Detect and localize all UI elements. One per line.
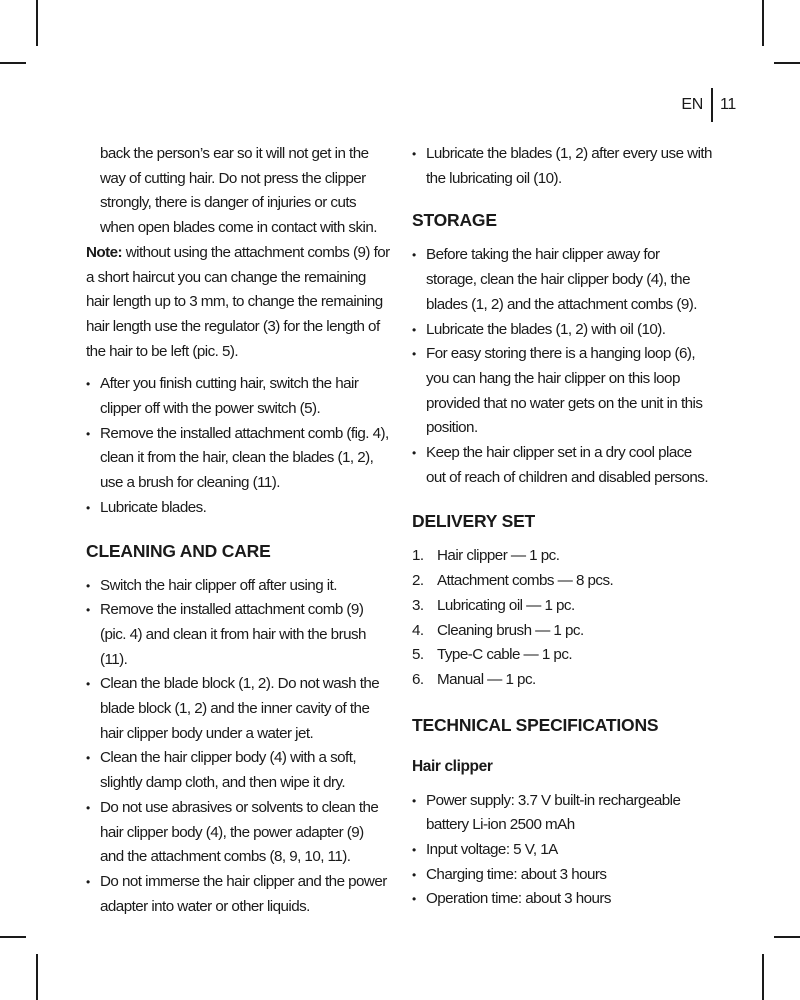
hair-clipper-subheading: Hair clipper: [412, 757, 493, 775]
list-item: 1. Hair clipper — 1 pc.: [412, 547, 560, 565]
list-item: 4. Cleaning brush — 1 pc.: [412, 621, 584, 639]
crop-mark-top-left-vertical: [36, 0, 38, 46]
list-item: • Operation time: about 3 hours: [412, 887, 712, 912]
delivery-heading: DELIVERY SET: [412, 511, 536, 532]
lubrication-list: [412, 142, 712, 191]
list-item: • Lubricate blades.: [86, 496, 391, 521]
continued-paragraph: back the person’s ear so it will not get in the way of cutting hair. Do not press the clipper strongly, there is danger of injuries or cuts when open blades come in contact with skin.: [100, 145, 377, 237]
list-item: • Input voltage: 5 V, 1A: [412, 838, 712, 863]
list-item: 6. Manual — 1 pc.: [412, 670, 536, 688]
page-header: [681, 88, 736, 122]
list-item: • Remove the installed attachment comb (9) (pic. 4) and clean it from hair with the brush (11).: [86, 598, 391, 672]
crop-mark-bottom-right-vertical: [762, 954, 764, 1000]
list-item: 3. Lubricating oil — 1 pc.: [412, 596, 575, 614]
left-column: [86, 142, 391, 919]
list-item: • Do not use abrasives or solvents to clean the hair clipper body (4), the power adapter (9) and the attachment combs (8, 9, 10, 11).: [86, 796, 391, 870]
list-item: 2. Attachment combs — 8 pcs.: [412, 572, 614, 590]
crop-mark-bottom-left-vertical: [36, 954, 38, 1000]
crop-mark-top-right-horizontal: [774, 62, 800, 64]
cleaning-heading: CLEANING AND CARE: [86, 540, 271, 561]
list-item: • Switch the hair clipper off after using it.: [86, 574, 391, 599]
crop-mark-bottom-right-horizontal: [774, 936, 800, 938]
header-divider: [711, 88, 713, 122]
list-item: • Charging time: about 3 hours: [412, 863, 712, 888]
storage-heading: STORAGE: [412, 210, 497, 231]
list-item: • After you finish cutting hair, switch the hair clipper off with the power switch (5).: [86, 372, 391, 421]
note-label: Note:: [86, 243, 123, 261]
right-column: [412, 142, 712, 912]
page-number: 11: [719, 96, 736, 113]
list-item: • Power supply: 3.7 V built-in rechargeable battery Li-ion 2500 mAh: [412, 789, 712, 838]
list-item: 5. Type-C cable — 1 pc.: [412, 646, 573, 664]
list-item: • For easy storing there is a hanging loop (6), you can hang the hair clipper on this loop provided that no water gets on the unit in this position.: [412, 342, 712, 441]
crop-mark-bottom-left-horizontal: [0, 936, 26, 938]
list-item: • Clean the hair clipper body (4) with a soft, slightly damp cloth, and then wipe it dry.: [86, 746, 391, 795]
list-item: • Remove the installed attachment comb (fig. 4), clean it from the hair, clean the blades (1, 2), use a brush for cleaning (11).: [86, 422, 391, 496]
delivery-list: [412, 544, 712, 692]
list-item: • Do not immerse the hair clipper and the power adapter into water or other liquids.: [86, 870, 391, 919]
list-item: • Clean the blade block (1, 2). Do not wash the blade block (1, 2) and the inner cavity of the hair clipper body under a water jet.: [86, 672, 391, 746]
cleaning-list: [86, 574, 391, 920]
crop-mark-top-left-horizontal: [0, 62, 26, 64]
crop-mark-top-right-vertical: [762, 0, 764, 46]
specifications-list: [412, 789, 712, 913]
note-paragraph: [86, 241, 391, 365]
list-item: • Lubricate the blades (1, 2) with oil (10).: [412, 318, 712, 343]
storage-list: [412, 243, 712, 490]
language-code: EN: [681, 96, 703, 113]
technical-specifications-heading: TECHNICAL SPECIFICATIONS: [412, 714, 659, 735]
list-item: • Keep the hair clipper set in a dry cool place out of reach of children and disabled persons.: [412, 441, 712, 490]
list-item: • Lubricate the blades (1, 2) after every use with the lubricating oil (10).: [412, 142, 712, 191]
after-use-list: [86, 372, 391, 520]
list-item: • Before taking the hair clipper away for storage, clean the hair clipper body (4), the blades (1, 2) and the attachment combs (9).: [412, 243, 712, 317]
note-text: without using the attachment combs (9) for a short haircut you can change the remaining hair length up to 3 mm, to change the remaining hair length use the regulator (3) for the length of the hair to be left (pic. 5).: [86, 243, 390, 360]
